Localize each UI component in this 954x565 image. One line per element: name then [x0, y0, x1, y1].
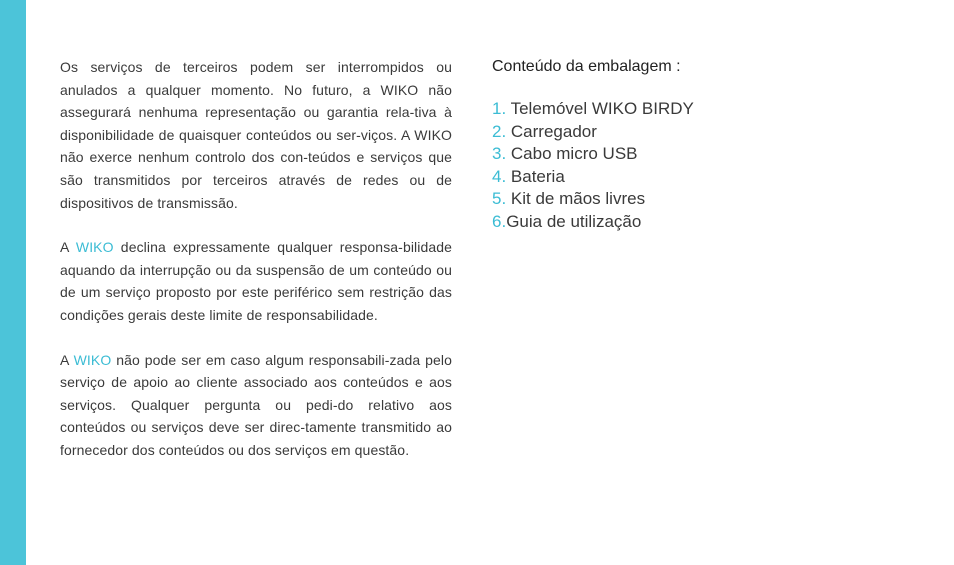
item-label: Bateria — [510, 166, 565, 186]
paragraph-prefix: A — [60, 239, 76, 256]
package-contents — [492, 58, 912, 234]
item-number: 1. — [492, 99, 511, 118]
item-label: Guia de utilização — [506, 211, 642, 231]
paragraph-body: não pode ser em caso algum responsabili-zada pelo serviço de apoio ao cliente associado aos conteúdos e aos serviços. Qualquer pergunta ou pedi-do relativo aos conteúdos ou serviços deve ser direc-tamente transmitido ao fornecedor dos conteúdos ou dos serviços em questão. — [60, 351, 453, 458]
brand-name: WIKO — [75, 239, 114, 256]
disclaimer-text — [60, 56, 452, 484]
package-contents-list — [492, 98, 912, 234]
package-contents-heading: Conteúdo da embalagem : — [492, 58, 681, 75]
item-label: Cabo micro USB — [510, 144, 638, 164]
paragraph-liability — [60, 236, 452, 326]
paragraph-third-party: Os serviços de terceiros podem ser interrompidos ou anulados a qualquer momento. No futuro, a WIKO não assegurará nenhuma representação ou garantia rela-tiva à disponibilidade de quaisquer conteúdos ou ser-viços. A WIKO não exerce nenhum controlo dos con-teúdos e serviços que são transmitidos por terceiros através de redes ou de dispositivos de transmissão. — [60, 59, 452, 211]
list-item — [492, 121, 912, 144]
paragraph-support — [60, 349, 452, 462]
item-number: 6. — [492, 211, 507, 231]
brand-name: WIKO — [73, 351, 112, 368]
list-item — [492, 98, 912, 121]
list-item — [492, 211, 912, 234]
item-number: 5. — [492, 189, 511, 209]
item-label: Kit de mãos livres — [510, 189, 646, 209]
side-accent-bar — [0, 0, 26, 565]
paragraph-prefix: A — [60, 351, 74, 368]
item-label: Carregador — [510, 121, 597, 141]
list-item — [492, 188, 912, 211]
list-item — [492, 166, 912, 189]
item-number: 4. — [492, 166, 511, 186]
paragraph-body: declina expressamente qualquer responsa-bilidade aquando da interrupção ou da suspensão de um conteúdo ou de um serviço proposto por este periférico sem restrição das condições gerais deste limite de responsabilidade. — [60, 239, 453, 323]
item-label: Telemóvel WIKO BIRDY — [510, 99, 694, 118]
list-item — [492, 143, 912, 166]
item-number: 2. — [492, 121, 511, 141]
item-number: 3. — [492, 144, 511, 164]
